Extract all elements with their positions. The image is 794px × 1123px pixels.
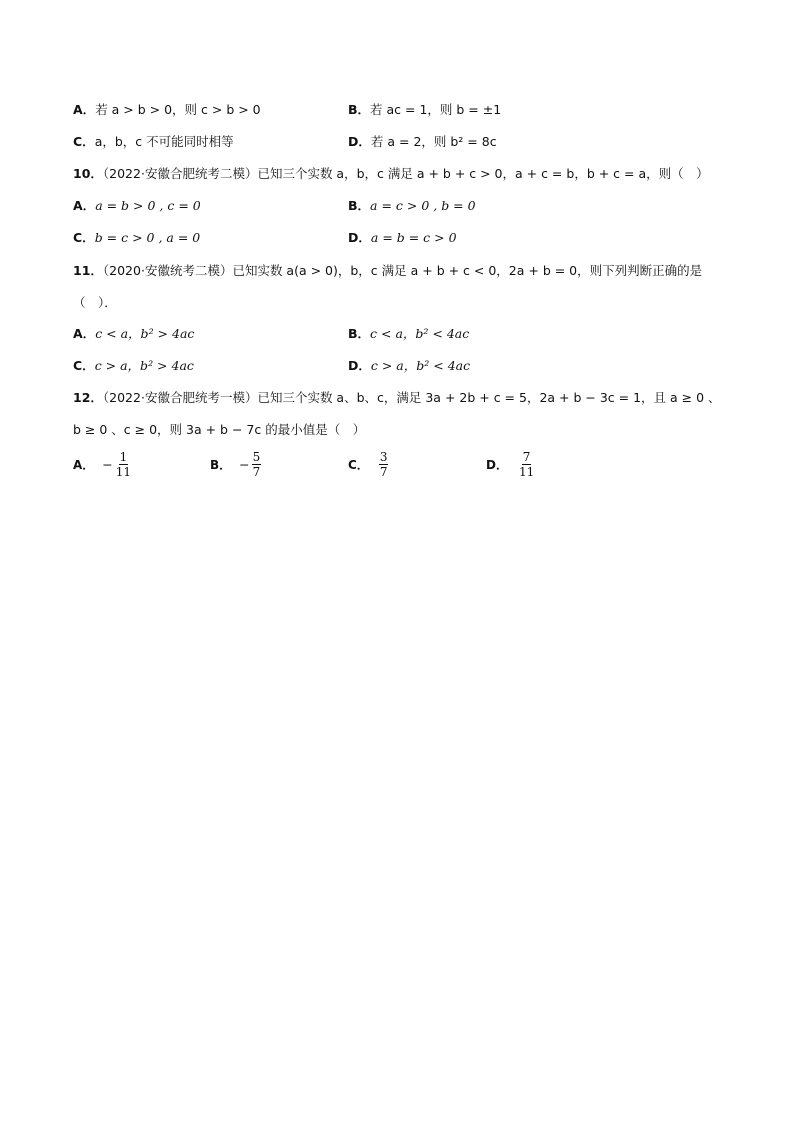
fraction-denominator: 7	[379, 465, 388, 479]
option-fraction	[115, 450, 132, 479]
option-label: C．	[348, 457, 369, 472]
option-text: c < a，b² > 4ac	[95, 326, 195, 341]
option-sign: −	[102, 456, 113, 472]
q9-option-c	[73, 133, 234, 151]
question-number: 11．	[73, 263, 103, 278]
question-stem-cont: b ≥ 0 、c ≥ 0，则 3a + b − 7c 的最小值是（ ）	[73, 422, 366, 437]
option-text: a = c > 0 , b = 0	[370, 198, 476, 213]
q11-stem-line1	[73, 262, 702, 280]
q9-option-b	[348, 101, 501, 119]
question-stem-cont: （ ）．	[73, 295, 117, 310]
q10-option-c	[73, 229, 200, 247]
q9-option-d	[348, 133, 497, 151]
option-label: D．	[348, 358, 371, 373]
q10-option-a	[73, 197, 201, 215]
option-fraction	[379, 450, 389, 479]
option-label: B．	[210, 457, 232, 472]
option-label: D．	[348, 134, 371, 149]
question-number: 12．	[73, 390, 103, 405]
question-number: 10．	[73, 166, 103, 181]
fraction-denominator: 11	[115, 465, 132, 479]
q11-stem-line2	[73, 294, 117, 312]
q9-option-a	[73, 101, 261, 119]
q11-option-d	[348, 357, 470, 375]
q10-option-b	[348, 197, 476, 215]
option-text: c < a，b² < 4ac	[370, 326, 470, 341]
fraction-denominator: 11	[518, 465, 535, 479]
fraction-numerator: 1	[119, 450, 128, 464]
option-label: D．	[348, 230, 371, 245]
fraction-numerator: 3	[379, 450, 388, 464]
fraction-denominator: 7	[252, 465, 261, 479]
option-text: c > a，b² > 4ac	[94, 358, 194, 373]
fraction-numerator: 5	[252, 450, 261, 464]
option-label: B．	[348, 102, 371, 117]
option-text: a，b，c 不可能同时相等	[94, 134, 234, 149]
option-label: C．	[73, 358, 95, 373]
question-stem: （2022·安徽合肥统考一模）已知三个实数 a、b、c，满足 3a + 2b + c = 5，2a + b − 3c = 1，且 a ≥ 0 、	[102, 390, 721, 405]
q11-option-a	[73, 325, 194, 343]
option-label: A．	[73, 198, 96, 213]
q11-option-c	[73, 357, 194, 375]
q12-option-c	[348, 450, 388, 479]
q10-option-d	[348, 229, 457, 247]
q12-option-a	[73, 450, 132, 479]
option-label: A．	[73, 326, 96, 341]
option-text: 若 a > b > 0，则 c > b > 0	[95, 102, 261, 117]
fraction-numerator: 7	[522, 450, 531, 464]
option-label: C．	[73, 230, 95, 245]
option-label: D．	[486, 457, 508, 472]
q12-stem-line1	[73, 389, 721, 407]
option-text: 若 ac = 1，则 b = ±1	[370, 102, 502, 117]
option-text: c > a，b² < 4ac	[370, 358, 471, 373]
q12-stem-line2	[73, 421, 365, 439]
option-text: a = b = c > 0	[370, 230, 457, 245]
option-fraction	[252, 450, 262, 479]
option-label: B．	[348, 326, 371, 341]
q12-option-b	[210, 450, 261, 479]
option-label: A．	[73, 457, 95, 472]
q12-option-d	[486, 450, 535, 479]
option-text: a = b > 0 , c = 0	[95, 198, 201, 213]
option-sign: −	[239, 456, 250, 472]
option-label: B．	[348, 198, 371, 213]
option-label: A．	[73, 102, 96, 117]
option-text: 若 a = 2，则 b² = 8c	[370, 134, 497, 149]
option-fraction	[518, 450, 535, 479]
option-text: b = c > 0 , a = 0	[94, 230, 201, 245]
q10-stem	[73, 165, 709, 183]
question-stem: （2020·安徽统考二模）已知实数 a(a > 0)，b，c 满足 a + b + c < 0，2a + b = 0，则下列判断正确的是	[102, 263, 703, 278]
q11-option-b	[348, 325, 469, 343]
option-label: C．	[73, 134, 95, 149]
question-stem: （2022·安徽合肥统考二模）已知三个实数 a，b，c 满足 a + b + c > 0，a + c = b，b + c = a，则（ ）	[102, 166, 709, 181]
